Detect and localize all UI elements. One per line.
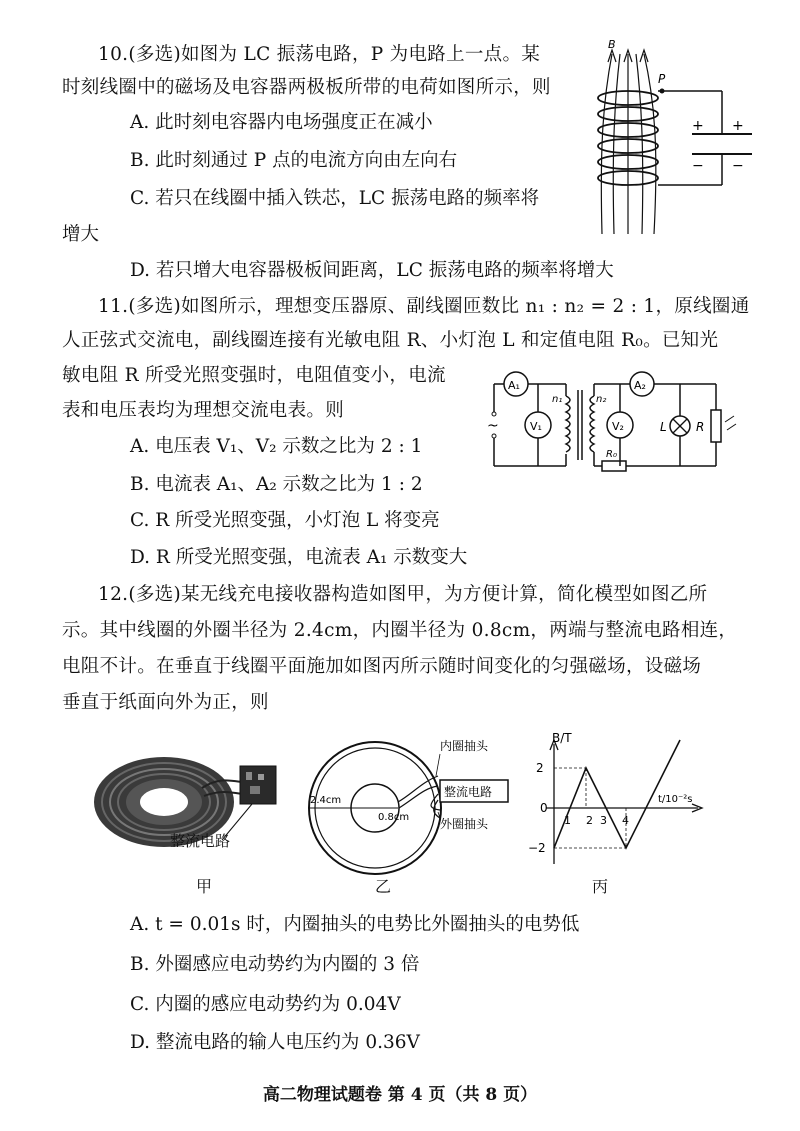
outer-tap-label: 外圈抽头 — [440, 817, 489, 831]
q11-option-d: D. R 所受光照变强，电流表 A₁ 示数变大 — [130, 547, 468, 568]
n1-label: n₁ — [552, 394, 563, 405]
photo-resistor-r — [711, 410, 721, 442]
svg-text:A₁: A₁ — [508, 379, 520, 392]
cap-minus-right: − — [732, 158, 744, 174]
lc-circuit-figure — [582, 36, 752, 236]
x-tick-2: 2 — [586, 814, 593, 827]
q10-option-c-cont: 增大 — [62, 224, 100, 245]
x-axis-label: t/10⁻²s — [658, 794, 693, 805]
rectifier-label-yi: 整流电路 — [444, 785, 493, 799]
q12-option-b: B. 外圈感应电动势约为内圈的 3 倍 — [130, 954, 420, 975]
cap-plus-left: + — [692, 118, 704, 134]
q10-line2: 时刻线圈中的磁场及电容器两极板所带的电荷如图所示，则 — [62, 77, 551, 98]
svg-text:V₂: V₂ — [612, 420, 624, 433]
outer-radius-label: 2.4cm — [310, 795, 342, 806]
q11-line4: 表和电压表均为理想交流电表。则 — [62, 400, 345, 421]
cap-minus-left: − — [692, 158, 704, 174]
n2-label: n₂ — [596, 394, 607, 405]
q11-option-b: B. 电流表 A₁、A₂ 示数之比为 1 : 2 — [130, 474, 423, 495]
q11-line1: 11.(多选)如图所示，理想变压器原、副线圈匝数比 n₁ : n₂ = 2 : 1，原线圈通 — [98, 296, 750, 317]
x-tick-3: 3 — [600, 814, 607, 827]
q12-line1: 12.(多选)某无线充电接收器构造如图甲，为方便计算，简化模型如图乙所 — [98, 584, 708, 605]
q12-option-d: D. 整流电路的输人电压约为 0.36V — [130, 1032, 420, 1053]
q11-option-a: A. 电压表 V₁、V₂ 示数之比为 2 : 1 — [130, 436, 423, 457]
y-tick-neg: −2 — [528, 841, 546, 855]
q12-line3: 电阻不计。在垂直于线圈平面施加如图丙所示随时间变化的匀强磁场，设磁场 — [62, 656, 702, 677]
q11-option-c: C. R 所受光照变强，小灯泡 L 将变亮 — [130, 510, 440, 531]
rectifier-label-jia: 整流电路 — [170, 832, 231, 850]
svg-text:R: R — [696, 420, 705, 434]
q12-line4: 垂直于纸面向外为正，则 — [62, 692, 269, 713]
cap-plus-right: + — [732, 118, 744, 134]
caption-bing: 丙 — [592, 877, 609, 896]
x-tick-4: 4 — [622, 814, 629, 827]
x-tick-1: 1 — [564, 814, 571, 827]
inner-tap-label: 内圈抽头 — [440, 739, 489, 753]
svg-text:A₂: A₂ — [634, 379, 646, 392]
caption-jia: 甲 — [196, 877, 213, 896]
q12-line2: 示。其中线圈的外圈半径为 2.4cm，内圈半径为 0.8cm，两端与整流电路相连， — [62, 620, 738, 641]
point-p-label: P — [658, 72, 666, 86]
svg-text:R₀: R₀ — [606, 449, 617, 460]
svg-text:L: L — [660, 420, 667, 434]
caption-yi: 乙 — [375, 877, 392, 896]
resistor-r0 — [602, 461, 626, 471]
q10-option-b: B. 此时刻通过 P 点的电流方向由左向右 — [130, 150, 458, 171]
coil-model-figure — [300, 736, 520, 876]
q10-option-c: C. 若只在线圈中插入铁芯，LC 振荡电路的频率将 — [130, 188, 540, 209]
field-label-b: B — [608, 38, 616, 51]
page-footer: 高二物理试题卷 第 4 页（共 8 页） — [262, 1085, 538, 1105]
q11-line3: 敏电阻 R 所受光照变强时，电阻值变小，电流 — [62, 365, 446, 386]
origin-label: 0 — [540, 801, 548, 815]
q12-option-a: A. t = 0.01s 时，内圈抽头的电势比外圈抽头的电势低 — [130, 914, 580, 935]
b-t-graph-figure — [526, 732, 712, 872]
q12-option-c: C. 内圈的感应电动势约为 0.04V — [130, 994, 401, 1015]
y-tick-pos: 2 — [536, 761, 544, 775]
y-axis-label: B/T — [552, 732, 572, 745]
svg-text:V₁: V₁ — [530, 420, 542, 433]
ac-source-symbol: ~ — [487, 418, 499, 434]
inner-radius-label: 0.8cm — [378, 812, 410, 823]
q10-option-a: A. 此时刻电容器内电场强度正在减小 — [130, 112, 433, 133]
q10-line1: 10.(多选)如图为 LC 振荡电路，P 为电路上一点。某 — [98, 44, 541, 65]
transformer-circuit-figure — [484, 366, 740, 486]
q10-option-d: D. 若只增大电容器极板间距离，LC 振荡电路的频率将增大 — [130, 260, 614, 281]
q11-line2: 人正弦式交流电，副线圈连接有光敏电阻 R、小灯泡 L 和定值电阻 R₀。已知光 — [62, 330, 719, 351]
